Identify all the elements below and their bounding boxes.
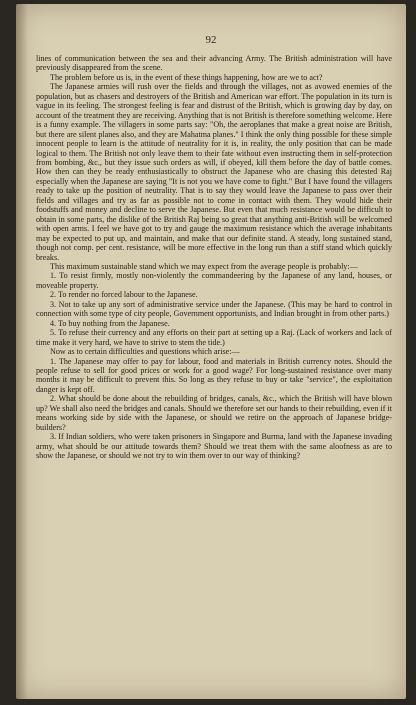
paragraph: The problem before us is, in the event of these things happening, how are we to act?	[50, 72, 323, 82]
list-item: 1. To resist firmly, mostly non-violently the commandeering by the Japanese of any land, houses, or moveable property.	[36, 271, 392, 290]
list-item: 5. To refuse their currency and any efforts on their part at setting up a Raj. (Lack of workers and lack of time make it very hard, we have to strive to stem the tide.)	[36, 328, 392, 347]
list-item: 2. To render no forced labour to the Japanese.	[50, 290, 198, 300]
paragraph: This maximum sustainable stand which we may expect from the average people is probably:—	[50, 261, 358, 271]
paragraph: Now as to certain difficulties and questions which arise:—	[50, 347, 240, 357]
list-item: 2. What should be done about the rebuilding of bridges, canals, &c., which the British will have blown up? We shall also need the bridges and canals. Should we therefore set our hands to their rebuilding, even if it means working side by side with the Japanese, or should we retire on the approach of Japanese bridge-builders?	[36, 394, 392, 432]
page-body	[36, 54, 392, 460]
list-item: 3. Not to take up any sort of administrative service under the Japanese. (This may be hard to control in connection with some type of city people, Government opportunists, and Indian brought in from other parts.)	[36, 299, 392, 319]
list-item: 4. To buy nothing from the Japanese.	[50, 318, 170, 328]
list-item: 1. The Japanese may offer to pay for labour, food and materials in British currency notes. Should the people refuse to sell for good prices or work for a good wage? For long-sustained resistance over many months it may be difficult to prevent this. So long as they refuse to buy or take "service", the exploitation danger is kept off.	[36, 356, 392, 394]
book-page	[16, 4, 406, 699]
binding-shadow	[16, 4, 28, 699]
page-number: 92	[205, 34, 217, 46]
list-item: 3. If Indian soldiers, who were taken prisoners in Singapore and Burma, land with the Japanese invading army, what should be our attitude towards them? Should we treat them with the same aloofness as are to show the Japanese, or should we not try to win them over to our way of thinking?	[36, 432, 392, 461]
paragraph: The Japanese armies will rush over the fields and through the villages, not as avowed enemies of the population, but as chasers and destroyers of the British and American war effort. The population in its turn is vague in its feeling. The strongest feeling is fear and distrust of the British, which is growing day by day, on account of the treatment they are receiving. Anything that is not British is therefore something welcome. Here is a funny example. The villagers in some parts say: "Oh, the aeroplanes that make a great noise are British, but there are silent planes also, and they are Mahatma planes." I think the only thing possible for these simple innocent people to learn is the attitude of neutrality for it is, in reality, the only position that can be made logical to them. The British not only leave them to their fate without even instructing them in self-protection from bombing, &c., but they issue such orders as will, if obeyed, kill them before the day of battle comes. How then can they be ready enthusiastically to obstruct the Japanese who are chasing this detested Raj especially when the Japanese are saying "It is not you we have come to fight." But I have found the villagers ready to take up the position of neutrality. That is to say they would leave the Japanese to pass over their fields and villages and try as far as possible not to come in contact with them. They would hide their foodstuffs and money and decline to serve the Japanese. But even that much resistance would be difficult to obtain in some parts, the dislike of the British Raj being so great that anything anti-British will be welcomed with open arms. I feel we have got to try and gauge the maximum resistance which the average inhabitants may be expected to put up, and maintain, and make that our definite stand. A steady, long sustained stand, though not comp. per cent. resistance, will be more effective in the long run than a stiff stand which quickly breaks.	[36, 82, 393, 262]
paragraph: lines of communication between the sea and their advancing Army. The British administration will have previously disappeared from the scene.	[36, 54, 392, 73]
